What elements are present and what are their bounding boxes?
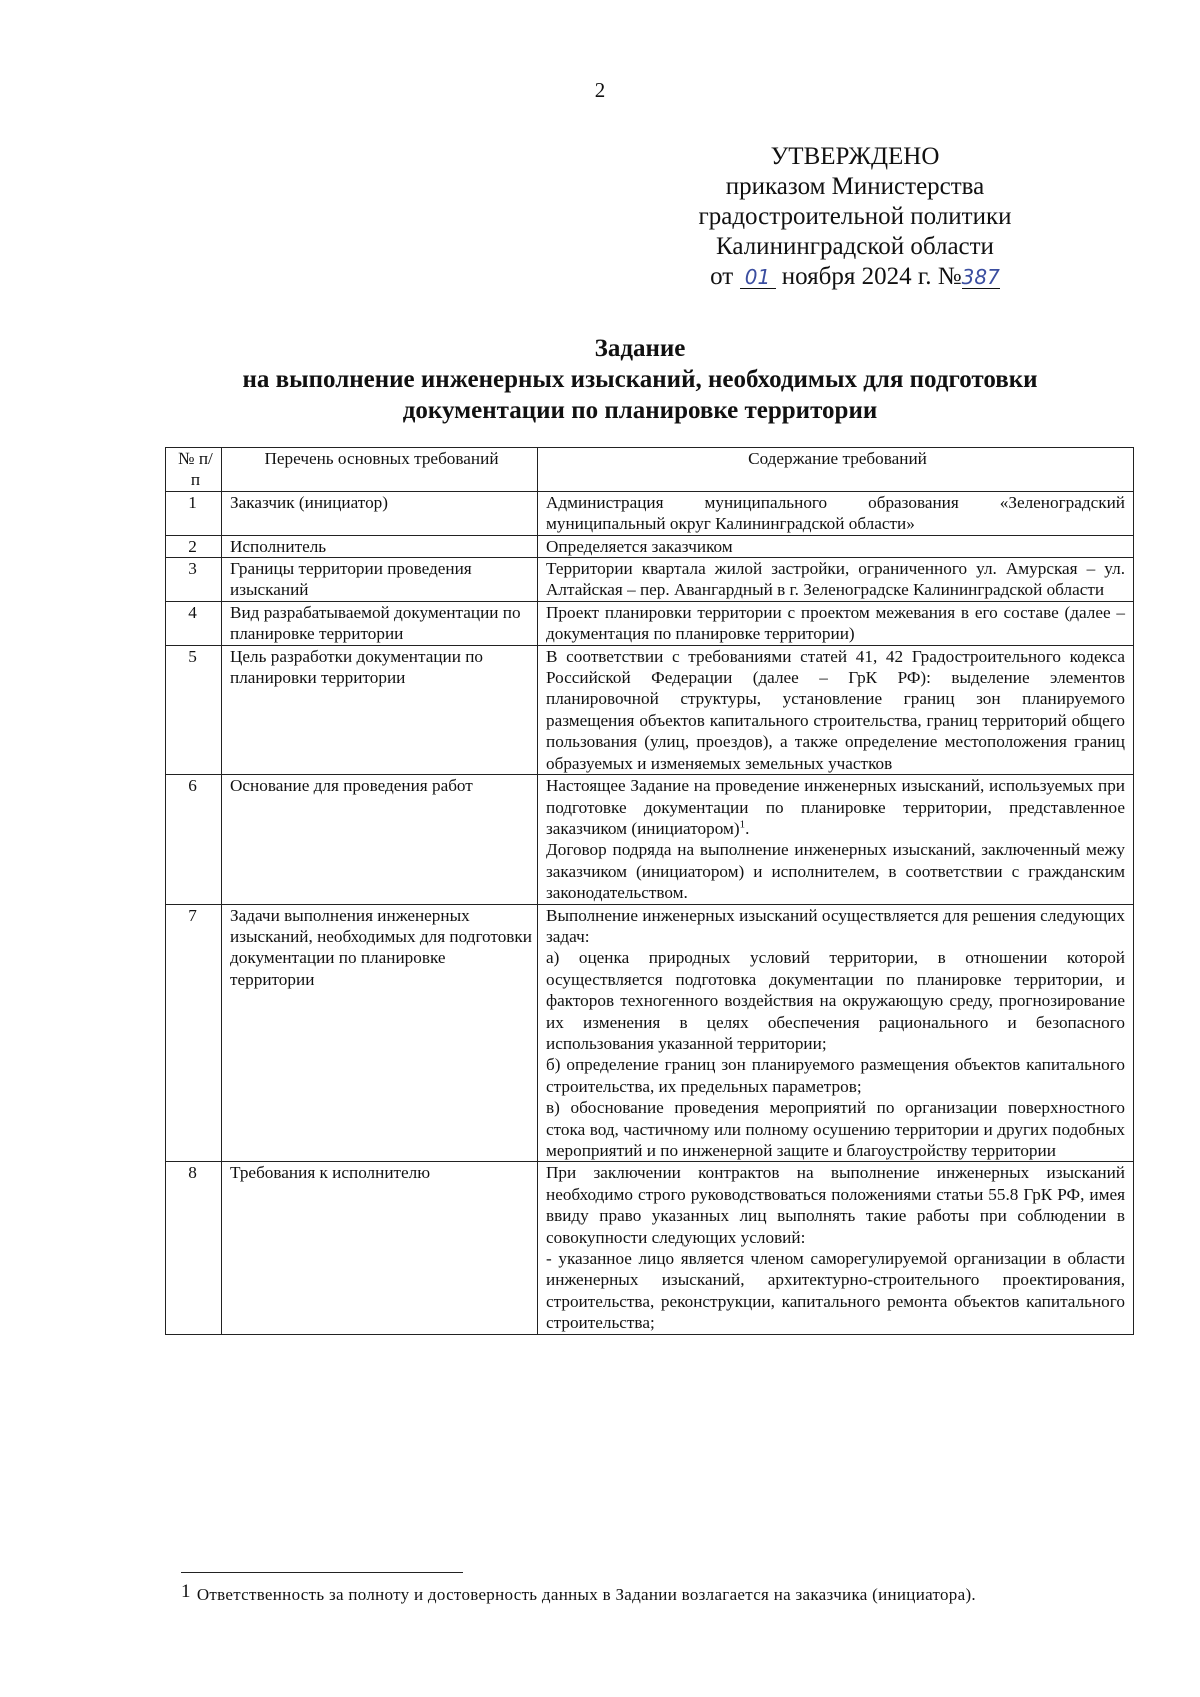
- content-text: а) оценка природных условий территории, в отношении которой осуществляется подготовка документации по планировке территории, и факторов техногенного воздействия на окружающую среду, прогнозирование их изменения в целях обеспечения рационального и безопасного использования указанной территории;: [546, 948, 1125, 1053]
- approval-number-handwritten: 387: [961, 265, 1000, 289]
- footnote-reference: 1: [739, 818, 746, 831]
- row-requirement: Требования к исполнителю: [222, 1162, 538, 1334]
- title-line-3: документации по планировке территории: [402, 397, 878, 424]
- table-row: [166, 558, 1134, 602]
- approval-order: приказом Министерства: [725, 173, 985, 200]
- row-requirement: Вид разрабатываемой документации по планировке территории: [222, 601, 538, 645]
- content-paragraph: [546, 1248, 1125, 1334]
- row-content: [538, 535, 1134, 557]
- row-requirement: Задачи выполнения инженерных изысканий, необходимых для подготовки документации по планировке территории: [222, 904, 538, 1162]
- row-requirement: Заказчик (инициатор): [222, 491, 538, 535]
- table-row: [166, 645, 1134, 774]
- content-paragraph: [546, 558, 1125, 601]
- approval-date-line: [655, 262, 1055, 292]
- title-line-2: на выполнение инженерных изысканий, необходимых для подготовки: [242, 366, 1038, 393]
- content-paragraph: [546, 1097, 1125, 1161]
- content-text: При заключении контрактов на выполнение инженерных изысканий необходимо строго руководствоваться положениями статьи 55.8 ГрК РФ, имея ввиду право указанных лиц выполнять такие работы при соблюдении в совокупности следующих условий:: [546, 1163, 1125, 1247]
- content-text: Выполнение инженерных изысканий осуществляется для решения следующих задач:: [546, 905, 1125, 946]
- approval-ministry: градостроительной политики: [698, 203, 1012, 230]
- row-number: 6: [166, 775, 222, 904]
- requirements-table: [165, 447, 1134, 1335]
- row-number: 8: [166, 1162, 222, 1334]
- content-text: Администрация муниципального образования «Зеленоградский муниципальный округ Калининградской области»: [546, 492, 1125, 534]
- content-paragraph: [546, 602, 1125, 645]
- page-number: 2: [594, 78, 606, 102]
- content-paragraph: [546, 536, 1125, 557]
- content-paragraph: [546, 1054, 1125, 1097]
- row-requirement: Основание для проведения работ: [222, 775, 538, 904]
- header-content: Содержание требований: [538, 448, 1134, 492]
- approval-heading: УТВЕРЖДЕНО: [770, 143, 940, 170]
- content-text: Договор подряда на выполнение инженерных изысканий, заключенный межу заказчиком (инициатором) и исполнителем, в соответствии с гражданским законодательством.: [546, 840, 1125, 903]
- row-number: 5: [166, 645, 222, 774]
- approval-day-handwritten: 01: [740, 266, 776, 289]
- content-paragraph: Настоящее Задание на проведение инженерных изысканий, используемых при подготовке документации по планировке территории, представленное заказчиком (инициатором)$^1$.: [546, 776, 1125, 838]
- content-paragraph: [546, 905, 1125, 948]
- row-number: 1: [166, 491, 222, 535]
- table-row: [166, 491, 1134, 535]
- row-content: [538, 645, 1134, 774]
- row-number: 7: [166, 904, 222, 1162]
- content-text: б) определение границ зон планируемого размещения объектов капитального строительства, их предельных параметров;: [546, 1055, 1125, 1096]
- approval-region: Калининградской области: [716, 233, 994, 260]
- approval-date-prefix: от: [710, 263, 734, 290]
- approval-stamp: [655, 142, 1055, 292]
- row-requirement: Границы территории проведения изысканий: [222, 558, 538, 602]
- table-row: [166, 601, 1134, 645]
- row-content: [538, 491, 1134, 535]
- content-text: Проект планировки территории с проектом межевания в его составе (далее – документация по планировке территории): [546, 602, 1125, 644]
- content-text: Определяется заказчиком: [546, 536, 733, 556]
- header-requirement: Перечень основных требований: [222, 448, 538, 492]
- header-num: № п/п: [166, 448, 222, 492]
- row-number: 4: [166, 601, 222, 645]
- footnote-mark: 1: [181, 1581, 191, 1602]
- row-number: 2: [166, 535, 222, 557]
- footnote-divider: [181, 1572, 463, 1573]
- approval-date-middle: ноября 2024 г. №: [781, 263, 962, 290]
- footnote-text: Ответственность за полноту и достоверность данных в Задании возлагается на заказчика (инициатора).: [196, 1585, 976, 1604]
- title-line-1: Задание: [594, 335, 686, 362]
- content-paragraph: [546, 646, 1125, 774]
- table-body: [166, 491, 1134, 1334]
- content-paragraph: [546, 947, 1125, 1054]
- document-title: [150, 333, 1130, 426]
- footnote: [181, 1582, 1136, 1608]
- content-text: Настоящее Задание на проведение инженерных изысканий, используемых при подготовке документации по планировке территории, представленное заказчиком (инициатором): [546, 776, 1125, 838]
- content-text: в) обоснование проведения мероприятий по организации поверхностного стока вод, частичному или полному осушению территории и других подобных мероприятий и по инженерной защите и благоустройству территории: [546, 1098, 1125, 1160]
- content-paragraph: [546, 492, 1125, 535]
- table-row: [166, 775, 1134, 904]
- row-requirement: Цель разработки документации по планировки территории: [222, 645, 538, 774]
- row-content: [538, 601, 1134, 645]
- table-row: [166, 535, 1134, 557]
- content-paragraph: [546, 1162, 1125, 1248]
- content-text: В соответствии с требованиями статей 41, 42 Градостроительного кодекса Российской Федерации (далее – ГрК РФ): выделение элементов планировочной структуры, установление границ зон планируемого размещения объектов капитального строительства, границ территорий общего пользования (улиц, проездов), а также определение местоположения границ образуемых и изменяемых земельных участков: [546, 646, 1125, 773]
- content-text: - указанное лицо является членом саморегулируемой организации в области инженерных изысканий, архитектурно-строительного проектирования, строительства, реконструкции, капитального ремонта объектов капитального строительства;: [546, 1249, 1125, 1333]
- row-requirement: Исполнитель: [222, 535, 538, 557]
- row-content: [538, 775, 1134, 904]
- table-header-row: [166, 448, 1134, 492]
- table-row: [166, 904, 1134, 1162]
- content-text: Территории квартала жилой застройки, ограниченного ул. Амурская – ул. Алтайская – пер. Авангардный в г. Зеленоградске Калининградской области: [546, 559, 1125, 600]
- row-number: 3: [166, 558, 222, 602]
- content-paragraph: [546, 839, 1125, 903]
- row-content: [538, 1162, 1134, 1334]
- row-content: [538, 558, 1134, 602]
- table-row: [166, 1162, 1134, 1334]
- row-content: [538, 904, 1134, 1162]
